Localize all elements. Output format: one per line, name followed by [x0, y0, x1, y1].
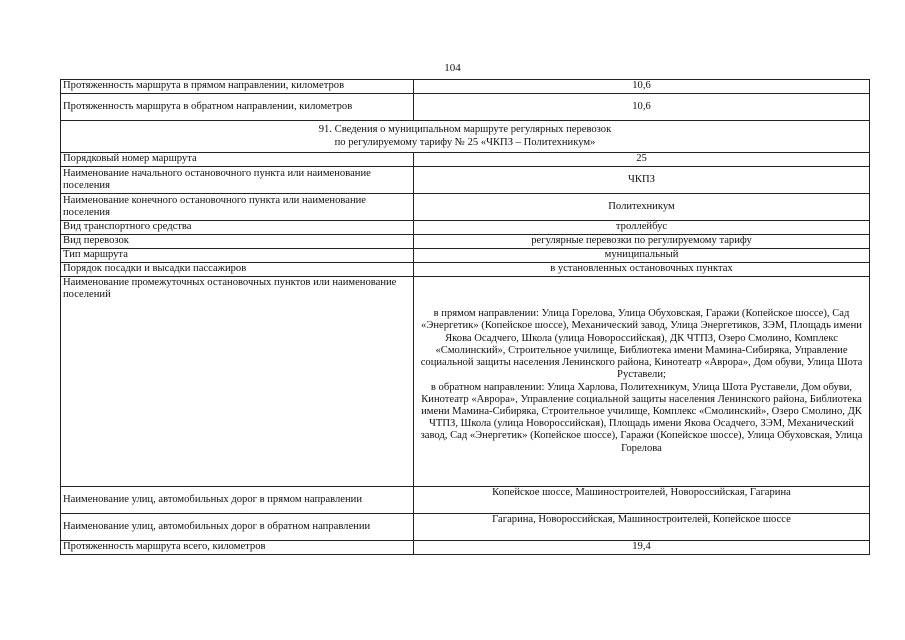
- table-row: [61, 221, 870, 235]
- table-row: [61, 167, 870, 194]
- row-value: регулярные перевозки по регулируемому тарифу: [414, 235, 870, 249]
- row-label: Наименование улиц, автомобильных дорог в обратном направлении: [61, 514, 414, 541]
- row-label: Вид перевозок: [61, 235, 414, 249]
- row-value: 19,4: [414, 541, 870, 555]
- row-label: Протяженность маршрута в прямом направлении, километров: [61, 80, 414, 94]
- row-value: Копейское шоссе, Машиностроителей, Новороссийская, Гагарина: [414, 487, 870, 514]
- row-value: 25: [414, 153, 870, 167]
- row-value: троллейбус: [414, 221, 870, 235]
- table-row: [61, 541, 870, 555]
- row-value: 10,6: [414, 94, 870, 121]
- table-row: [61, 94, 870, 121]
- section-header-row: [61, 121, 870, 153]
- row-label: Наименование улиц, автомобильных дорог в прямом направлении: [61, 487, 414, 514]
- table-row: [61, 194, 870, 221]
- table-row: [61, 249, 870, 263]
- table-row: [61, 277, 870, 487]
- row-label: Порядковый номер маршрута: [61, 153, 414, 167]
- section-header-line: по регулируемому тарифу № 25 «ЧКПЗ – Политехникум»: [334, 136, 596, 148]
- table-row: [61, 235, 870, 249]
- table-row: [61, 80, 870, 94]
- row-label: Тип маршрута: [61, 249, 414, 263]
- row-label: Наименование конечного остановочного пункта или наименование поселения: [61, 194, 414, 221]
- row-value: Гагарина, Новороссийская, Машиностроителей, Копейское шоссе: [414, 514, 870, 541]
- stops-backward-text: в обратном направлении: Улица Харлова, Политехникум, Улица Шота Руставели, Дом обуви, Кинотеатр «Аврора», Управление социальной защиты населения Ленинского района, Библиотека имени Мамина-Сибиряка, Строительное училище, Комплекс «Смолинский», Озеро Смолино, ДК ЧТПЗ, Школа (улица Новороссийская), Площадь имени Якова Осадчего, ЗЭМ, Механический завод, Сад «Энергетик» (Копейское шоссе), Гаражи (Копейское шоссе), Улица Обуховская, Улица Горелова: [420, 381, 863, 454]
- route-info-table: [60, 79, 870, 555]
- row-label: Вид транспортного средства: [61, 221, 414, 235]
- table-row: [61, 514, 870, 541]
- row-label: Протяженность маршрута всего, километров: [61, 541, 414, 555]
- row-value: ЧКПЗ: [414, 167, 870, 194]
- table-row: [61, 153, 870, 167]
- page-number: 104: [444, 62, 461, 74]
- stops-forward-text: в прямом направлении: Улица Горелова, Улица Обуховская, Гаражи (Копейское шоссе), Сад «Энергетик» (Копейское шоссе), Механический завод, Улица Энергетиков, ЗЭМ, Площадь имени Якова Осадчего, Школа (улица Новороссийская), ДК ЧТПЗ, Озеро Смолино, Комплекс «Смолинский», Строительное училище, Библиотека имени Мамина-Сибиряка, Управление социальной защиты населения Ленинского района, Кинотеатр «Аврора», Дом обуви, Улица Шота Руставели;: [420, 308, 863, 381]
- table-row: [61, 263, 870, 277]
- row-value: в установленных остановочных пунктах: [414, 263, 870, 277]
- table-row: [61, 487, 870, 514]
- row-value: Политехникум: [414, 194, 870, 221]
- section-header: [61, 121, 870, 153]
- row-value: муниципальный: [414, 249, 870, 263]
- row-label: Наименование промежуточных остановочных пунктов или наименование поселений: [61, 277, 414, 487]
- row-label: Порядок посадки и высадки пассажиров: [61, 263, 414, 277]
- section-header-line: 91. Сведения о муниципальном маршруте регулярных перевозок: [318, 124, 612, 136]
- row-label: Протяженность маршрута в обратном направлении, километров: [61, 94, 414, 121]
- row-value: 10,6: [414, 80, 870, 94]
- intermediate-stops-cell: [414, 277, 870, 487]
- row-label: Наименование начального остановочного пункта или наименование поселения: [61, 167, 414, 194]
